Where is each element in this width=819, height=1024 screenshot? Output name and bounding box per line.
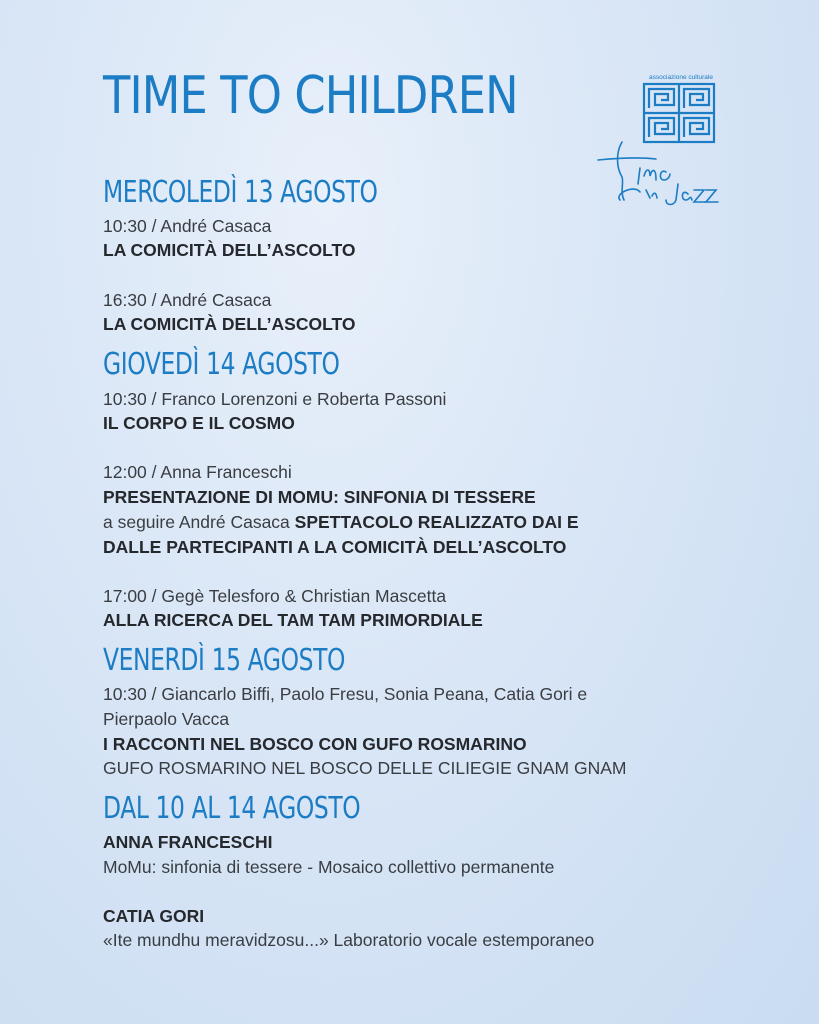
event-4-follow-title: SPETTACOLO REALIZZATO DAI E [294, 512, 579, 532]
event-6-subtitle: GUFO ROSMARINO NEL BOSCO DELLE CILIEGIE GNAM GNAM [103, 758, 627, 778]
event-4-follow [103, 512, 579, 533]
event-5-time: 17:00 / Gegè Telesforo & Christian Mascetta [103, 586, 447, 606]
event-3-title: IL CORPO E IL COSMO [103, 413, 295, 433]
event-8-name: CATIA GORI [103, 906, 205, 926]
page-title: TIME TO CHILDREN [103, 66, 518, 126]
event-6-time-line1: 10:30 / Giancarlo Biffi, Paolo Fresu, Sonia Peana, Catia Gori e [103, 684, 588, 704]
event-2-time: 16:30 / André Casaca [103, 290, 272, 310]
event-7-description: MoMu: sinfonia di tessere - Mosaico collettivo permanente [103, 857, 555, 877]
event-3-time: 10:30 / Franco Lorenzoni e Roberta Passoni [103, 389, 447, 409]
event-4-title: PRESENTAZIONE DI MOMU: SINFONIA DI TESSERE [103, 487, 536, 507]
day-heading-2: GIOVEDÌ 14 AGOSTO [103, 347, 340, 382]
event-1-title: LA COMICITÀ DELL’ASCOLTO [103, 240, 356, 260]
event-4-follow-intro: a seguire André Casaca [103, 512, 295, 532]
event-6-time-line2: Pierpaolo Vacca [103, 709, 230, 729]
event-2-title: LA COMICITÀ DELL’ASCOLTO [103, 314, 356, 334]
event-4-follow-line2: DALLE PARTECIPANTI A LA COMICITÀ DELL’ASCOLTO [103, 537, 567, 557]
event-1-time: 10:30 / André Casaca [103, 216, 272, 236]
day-heading-4: DAL 10 AL 14 AGOSTO [103, 791, 361, 826]
event-4-time: 12:00 / Anna Franceschi [103, 462, 292, 482]
day-heading-1: MERCOLEDÌ 13 AGOSTO [103, 175, 378, 210]
event-7-name: ANNA FRANCESCHI [103, 832, 273, 852]
event-5-title: ALLA RICERCA DEL TAM TAM PRIMORDIALE [103, 610, 483, 630]
event-6-title: I RACCONTI NEL BOSCO CON GUFO ROSMARINO [103, 734, 527, 754]
event-8-description: «Ite mundhu meravidzosu...» Laboratorio vocale estemporaneo [103, 930, 595, 950]
day-heading-3: VENERDÌ 15 AGOSTO [103, 643, 345, 678]
time-in-jazz-logo-icon [594, 72, 724, 212]
logo-caption: associazione culturale [649, 74, 713, 81]
